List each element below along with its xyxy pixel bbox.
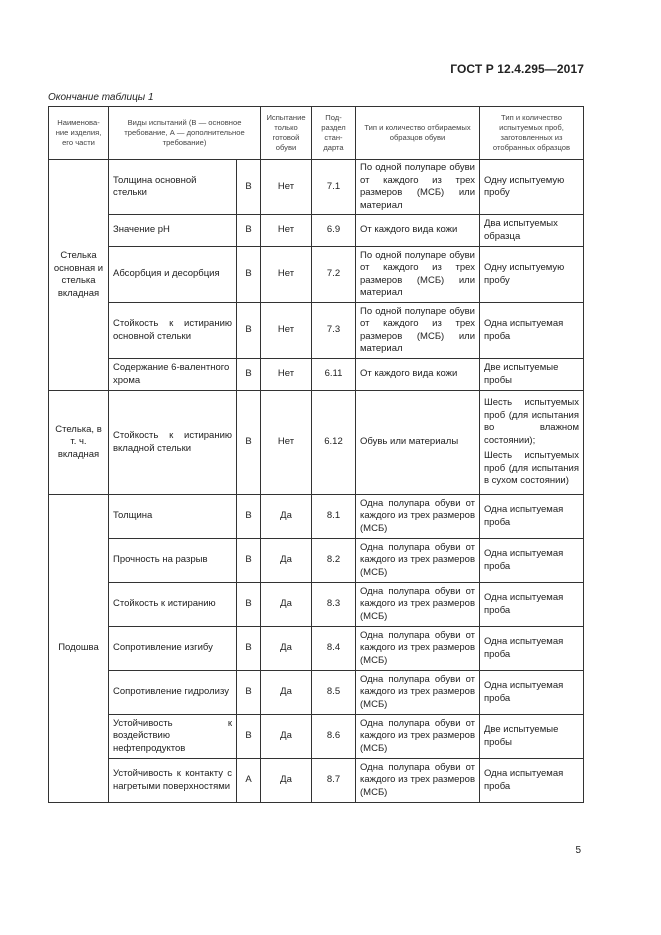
section-ref: 7.3 bbox=[312, 303, 356, 359]
finished-only: Да bbox=[261, 495, 312, 539]
table-row bbox=[49, 627, 584, 671]
group-name: Стелька основная и стелька вкладная bbox=[49, 160, 109, 391]
section-ref: 8.2 bbox=[312, 539, 356, 583]
specimens: Одну испытуемую пробу bbox=[480, 160, 584, 215]
requirement: В bbox=[237, 715, 261, 759]
requirement: В bbox=[237, 627, 261, 671]
requirement: В bbox=[237, 495, 261, 539]
specimens-wet: Шесть испытуемых проб (для испытания во влажном состоянии); bbox=[484, 397, 579, 446]
specimens: Две испытуемые пробы bbox=[480, 715, 584, 759]
test-name: Абсорбция и десорбция bbox=[109, 247, 237, 303]
samples: Обувь или материалы bbox=[356, 391, 480, 495]
section-ref: 8.1 bbox=[312, 495, 356, 539]
specimens-dry: Шесть испытуемых проб (для испытания в сухом состоянии) bbox=[484, 450, 579, 487]
samples: По одной полупаре обуви от каждого из трех размеров (МСБ) или материал bbox=[356, 247, 480, 303]
samples: Одна полупара обуви от каждого из трех размеров (МСБ) bbox=[356, 759, 480, 803]
samples: От каждого вида кожи bbox=[356, 359, 480, 391]
group-name: Подошва bbox=[49, 495, 109, 803]
test-name: Значение pH bbox=[109, 215, 237, 247]
requirement: В bbox=[237, 247, 261, 303]
specimens: Одна испытуемая проба bbox=[480, 583, 584, 627]
test-name: Толщина bbox=[109, 495, 237, 539]
samples: По одной полупаре обуви от каждого из трех размеров (МСБ) или материал bbox=[356, 303, 480, 359]
section-ref: 6.12 bbox=[312, 391, 356, 495]
table-row bbox=[49, 247, 584, 303]
test-name: Стойкость к истиранию основной стельки bbox=[109, 303, 237, 359]
samples: От каждого вида кожи bbox=[356, 215, 480, 247]
table-row bbox=[49, 391, 584, 495]
specimens bbox=[480, 391, 584, 495]
specimens: Одна испытуемая проба bbox=[480, 539, 584, 583]
table-row bbox=[49, 715, 584, 759]
finished-only: Нет bbox=[261, 160, 312, 215]
requirements-table bbox=[48, 106, 584, 803]
page-number: 5 bbox=[575, 845, 581, 856]
samples: Одна полупара обуви от каждого из трех размеров (МСБ) bbox=[356, 671, 480, 715]
requirement: В bbox=[237, 160, 261, 215]
requirement: В bbox=[237, 391, 261, 495]
requirement: В bbox=[237, 539, 261, 583]
requirement: А bbox=[237, 759, 261, 803]
table-header-row bbox=[49, 107, 584, 160]
table-row bbox=[49, 495, 584, 539]
requirement: В bbox=[237, 359, 261, 391]
samples: Одна полупара обуви от каждого из трех размеров (МСБ) bbox=[356, 539, 480, 583]
specimens: Одна испытуемая проба bbox=[480, 303, 584, 359]
finished-only: Да bbox=[261, 627, 312, 671]
test-name: Сопротивление изгибу bbox=[109, 627, 237, 671]
specimens: Одна испытуемая проба bbox=[480, 671, 584, 715]
group-name: Стелька, в т. ч. вкладная bbox=[49, 391, 109, 495]
requirement: В bbox=[237, 583, 261, 627]
col-header-specimens: Тип и количество испытуемых проб, заготовленных из отобранных образцов bbox=[480, 107, 584, 160]
col-header-name: Наименова-ние изделия, его части bbox=[49, 107, 109, 160]
section-ref: 8.7 bbox=[312, 759, 356, 803]
section-ref: 8.5 bbox=[312, 671, 356, 715]
samples: Одна полупара обуви от каждого из трех размеров (МСБ) bbox=[356, 715, 480, 759]
standard-title: ГОСТ Р 12.4.295—2017 bbox=[450, 62, 584, 76]
specimens: Одну испытуемую пробу bbox=[480, 247, 584, 303]
finished-only: Нет bbox=[261, 303, 312, 359]
table-row bbox=[49, 215, 584, 247]
samples: По одной полупаре обуви от каждого из трех размеров (МСБ) или материал bbox=[356, 160, 480, 215]
test-name: Содержание 6-валентного хрома bbox=[109, 359, 237, 391]
specimens: Одна испытуемая проба bbox=[480, 627, 584, 671]
finished-only: Нет bbox=[261, 215, 312, 247]
finished-only: Нет bbox=[261, 391, 312, 495]
section-ref: 8.4 bbox=[312, 627, 356, 671]
section-ref: 8.6 bbox=[312, 715, 356, 759]
specimens: Два испытуемых образца bbox=[480, 215, 584, 247]
test-name: Толщина основной стельки bbox=[109, 160, 237, 215]
section-ref: 6.11 bbox=[312, 359, 356, 391]
test-name: Стойкость к истиранию вкладной стельки bbox=[109, 391, 237, 495]
col-header-samples: Тип и количество отбираемых образцов обуви bbox=[356, 107, 480, 160]
table-row bbox=[49, 583, 584, 627]
finished-only: Да bbox=[261, 715, 312, 759]
finished-only: Да bbox=[261, 583, 312, 627]
requirement: В bbox=[237, 671, 261, 715]
table-row bbox=[49, 303, 584, 359]
section-ref: 6.9 bbox=[312, 215, 356, 247]
table-row bbox=[49, 671, 584, 715]
section-ref: 8.3 bbox=[312, 583, 356, 627]
specimens: Две испытуемые пробы bbox=[480, 359, 584, 391]
requirement: В bbox=[237, 303, 261, 359]
finished-only: Да bbox=[261, 671, 312, 715]
col-header-section: Под-раздел стан-дарта bbox=[312, 107, 356, 160]
table-caption: Окончание таблицы 1 bbox=[48, 92, 154, 103]
table-row bbox=[49, 160, 584, 215]
test-name: Устойчивость к воздействию нефтепродуктов bbox=[109, 715, 237, 759]
col-header-tests: Виды испытаний (В — основное требование, А — дополнительное требование) bbox=[109, 107, 261, 160]
samples: Одна полупара обуви от каждого из трех размеров (МСБ) bbox=[356, 495, 480, 539]
section-ref: 7.2 bbox=[312, 247, 356, 303]
finished-only: Да bbox=[261, 539, 312, 583]
col-header-finished: Испытание только готовой обуви bbox=[261, 107, 312, 160]
finished-only: Нет bbox=[261, 247, 312, 303]
samples: Одна полупара обуви от каждого из трех размеров (МСБ) bbox=[356, 627, 480, 671]
test-name: Сопротивление гидролизу bbox=[109, 671, 237, 715]
finished-only: Нет bbox=[261, 359, 312, 391]
finished-only: Да bbox=[261, 759, 312, 803]
table-row bbox=[49, 359, 584, 391]
specimens: Одна испытуемая проба bbox=[480, 759, 584, 803]
table-row bbox=[49, 539, 584, 583]
test-name: Устойчивость к контакту с нагретыми поверхностями bbox=[109, 759, 237, 803]
specimens: Одна испытуемая проба bbox=[480, 495, 584, 539]
table-row bbox=[49, 759, 584, 803]
test-name: Прочность на разрыв bbox=[109, 539, 237, 583]
test-name: Стойкость к истиранию bbox=[109, 583, 237, 627]
requirement: В bbox=[237, 215, 261, 247]
section-ref: 7.1 bbox=[312, 160, 356, 215]
samples: Одна полупара обуви от каждого из трех размеров (МСБ) bbox=[356, 583, 480, 627]
